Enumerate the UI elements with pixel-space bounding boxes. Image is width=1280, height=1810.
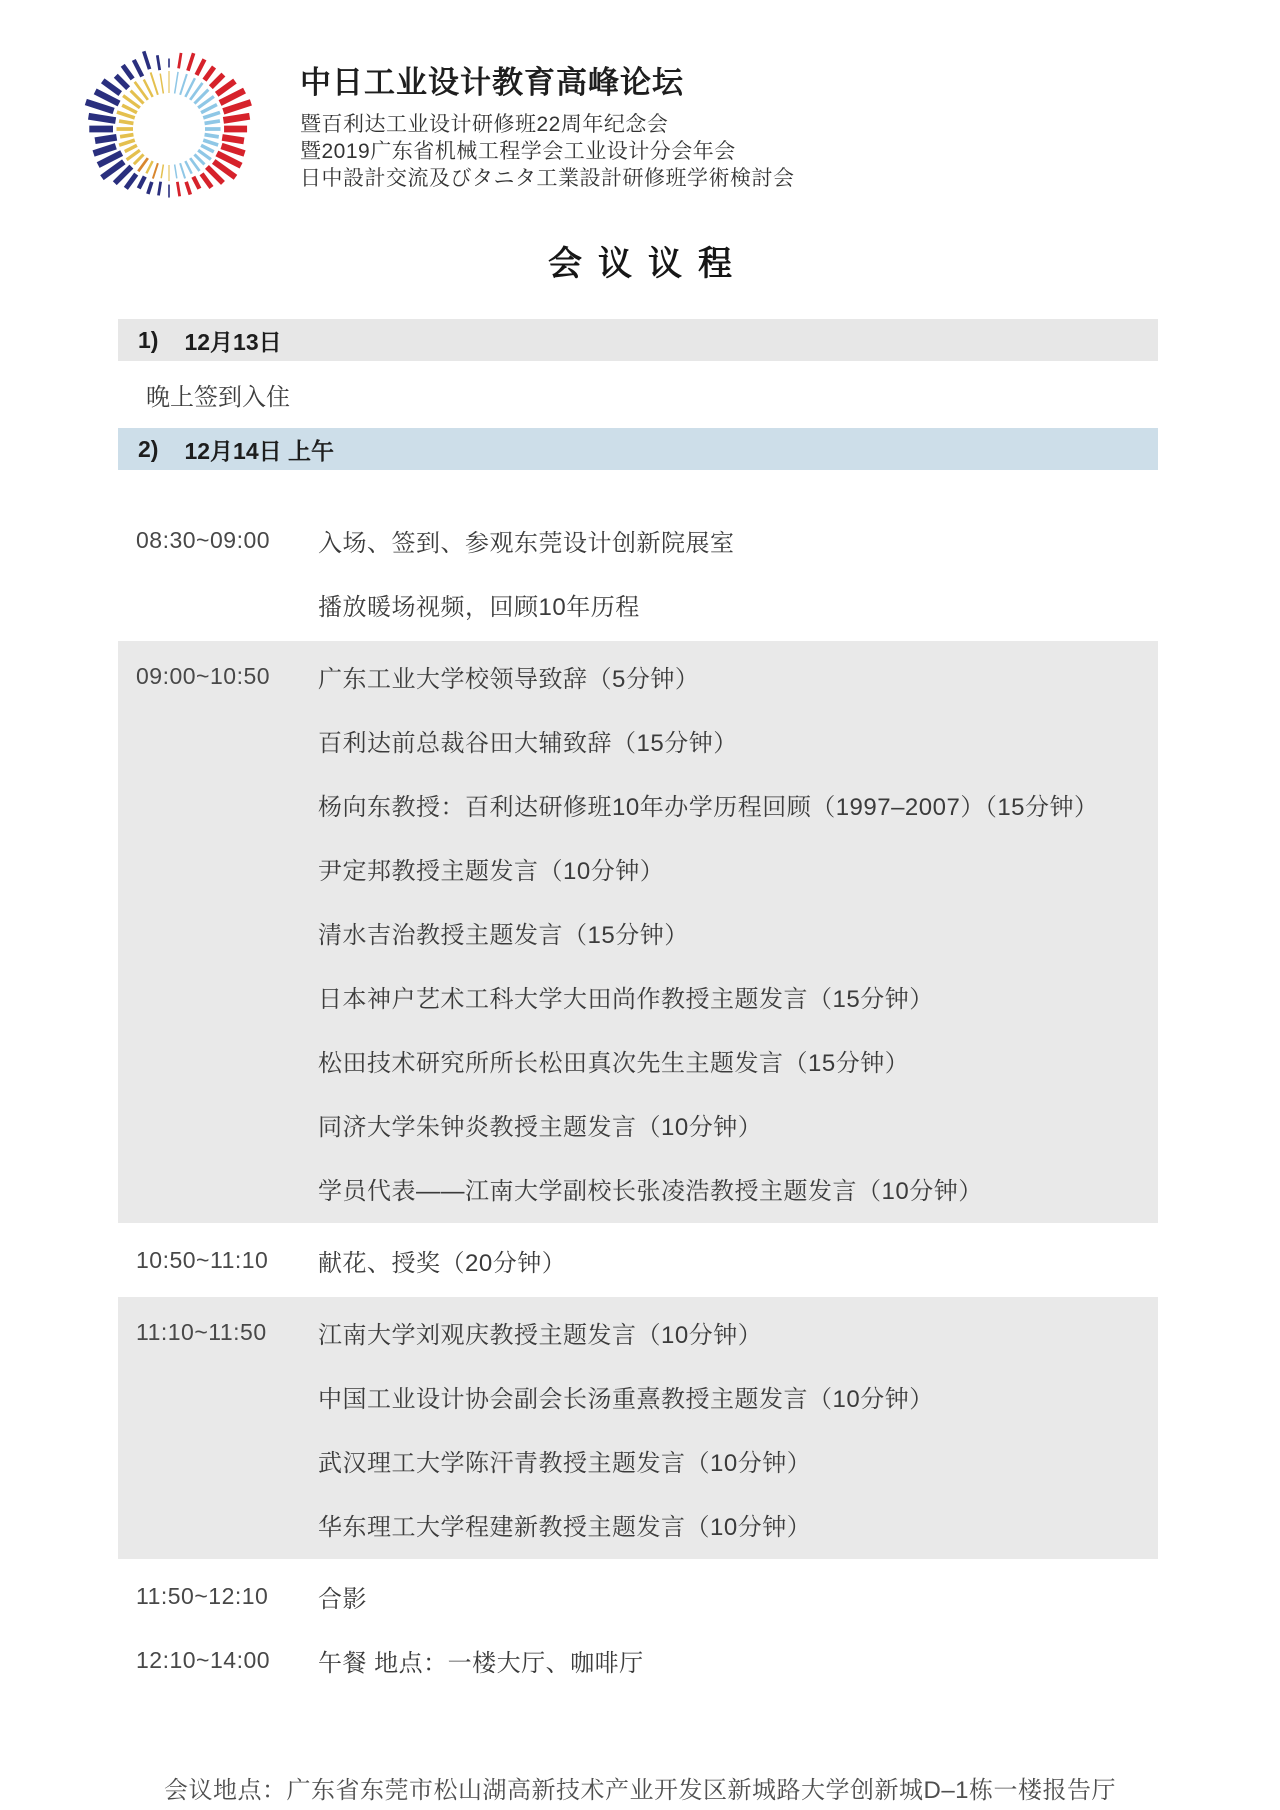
forum-subtitle-1: 暨百利达工业设计研修班22周年纪念会 (300, 113, 669, 136)
agenda-item-text: 清水吉治教授主题发言（15分钟） (318, 921, 689, 949)
day1-note-text: 晚上签到入住 (146, 384, 290, 411)
schedule-row (118, 1300, 1158, 1364)
schedule-block-0900 (118, 641, 1158, 1223)
schedule-block-0830 (118, 508, 1158, 636)
schedule (118, 508, 1158, 1692)
agenda-item-text: 献花、授奖（20分钟） (318, 1249, 567, 1277)
schedule-row (118, 1364, 1158, 1428)
schedule-row (118, 1564, 1158, 1628)
agenda-item-text: 日本神户艺术工科大学大田尚作教授主题发言（15分钟） (318, 985, 934, 1013)
agenda-item-text: 学员代表——江南大学副校长张凌浩教授主题发言（10分钟） (318, 1177, 983, 1205)
schedule-row (118, 1228, 1158, 1292)
agenda-item-text: 入场、签到、参观东莞设计创新院展室 (318, 529, 735, 557)
section-label: 12月13日 (184, 328, 282, 355)
schedule-row (118, 508, 1158, 572)
agenda-item-text: 播放暖场视频，回顾10年历程 (318, 593, 640, 621)
agenda-item-text: 华东理工大学程建新教授主题发言（10分钟） (318, 1513, 812, 1541)
schedule-block-1050 (118, 1228, 1158, 1292)
section-bar-day1 (118, 319, 1158, 361)
agenda-item-text: 广东工业大学校领导致辞（5分钟） (318, 665, 700, 693)
schedule-block-1150 (118, 1564, 1158, 1628)
schedule-row (118, 1428, 1158, 1492)
schedule-block-1210 (118, 1628, 1158, 1692)
time-cell: 11:10~11:50 (136, 1318, 267, 1345)
section-label: 12月14日 上午 (184, 437, 335, 464)
page-header (0, 0, 1280, 214)
agenda-item-text: 尹定邦教授主题发言（10分钟） (318, 857, 665, 885)
agenda-content (118, 319, 1158, 1692)
forum-subtitle-3: 日中設計交流及びタニタ工業設計研修班学術検討会 (300, 167, 795, 190)
time-cell: 08:30~09:00 (136, 526, 271, 553)
time-cell: 10:50~11:10 (136, 1246, 269, 1273)
schedule-row (118, 644, 1158, 708)
time-cell: 12:10~14:00 (136, 1646, 271, 1673)
day1-note-row (118, 361, 1158, 428)
schedule-row (118, 1156, 1158, 1220)
schedule-row (118, 1092, 1158, 1156)
venue-text: 会议地点：广东省东莞市松山湖高新技术产业开发区新城路大学创新城D–1栋一楼报告厅 (163, 1777, 1117, 1804)
schedule-row (118, 772, 1158, 836)
agenda-item-text: 江南大学刘观庆教授主题发言（10分钟） (318, 1321, 763, 1349)
time-cell: 09:00~10:50 (136, 662, 271, 689)
agenda-item-text: 百利达前总裁谷田大辅致辞（15分钟） (318, 729, 738, 757)
schedule-row (118, 1492, 1158, 1556)
schedule-row (118, 1628, 1158, 1692)
forum-title: 中日工业设计教育高峰论坛 (300, 65, 684, 100)
schedule-block-1110 (118, 1297, 1158, 1559)
forum-subtitle-2: 暨2019广东省机械工程学会工业设计分会年会 (300, 140, 736, 163)
schedule-row (118, 572, 1158, 636)
agenda-item-text: 武汉理工大学陈汗青教授主题发言（10分钟） (318, 1449, 812, 1477)
agenda-item-text: 杨向东教授：百利达研修班10年办学历程回顾（1997–2007）（15分钟） (318, 793, 1099, 821)
agenda-item-text: 午餐 地点：一楼大厅、咖啡厅 (318, 1649, 644, 1677)
schedule-row (118, 836, 1158, 900)
sunburst-logo (84, 44, 254, 214)
section-marker: 2) (138, 435, 159, 462)
agenda-item-text: 中国工业设计协会副会长汤重熹教授主题发言（10分钟） (318, 1385, 934, 1413)
schedule-row (118, 964, 1158, 1028)
agenda-item-text: 同济大学朱钟炎教授主题发言（10分钟） (318, 1113, 763, 1141)
time-cell: 11:50~12:10 (136, 1582, 269, 1609)
forum-titles (300, 44, 795, 192)
agenda-item-text: 合影 (318, 1585, 367, 1613)
section-bar-day2 (118, 428, 1158, 470)
agenda-heading: 会议议程 (548, 245, 748, 283)
schedule-row (118, 1028, 1158, 1092)
section-marker: 1) (138, 326, 159, 353)
schedule-row (118, 708, 1158, 772)
schedule-row (118, 900, 1158, 964)
agenda-item-text: 松田技术研究所所长松田真次先生主题发言（15分钟） (318, 1049, 910, 1077)
